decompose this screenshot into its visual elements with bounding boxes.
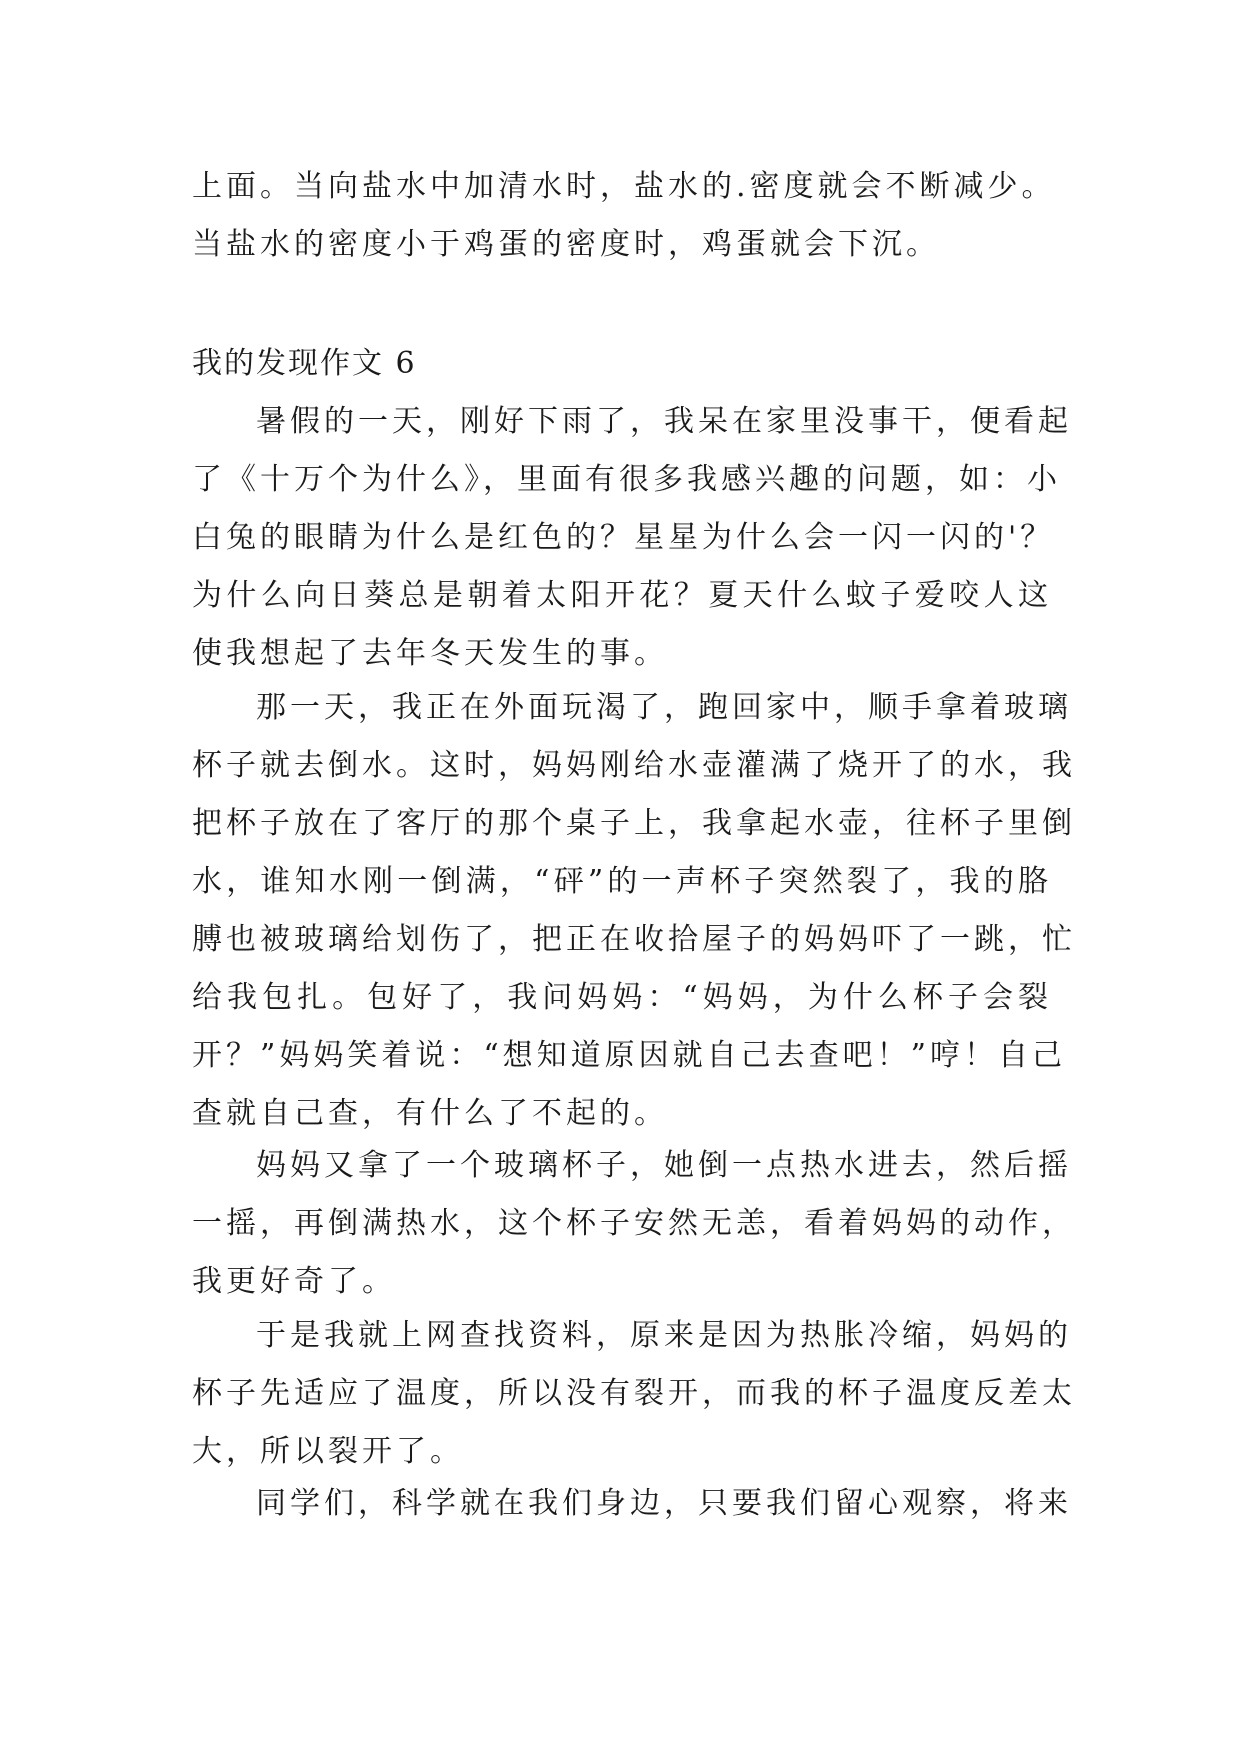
text-line: 那一天，我正在外面玩渴了，跑回家中，顺手拿着玻璃 [256, 690, 1072, 725]
text-line: 杯子就去倒水。这时，妈妈刚给水壶灌满了烧开了的水，我 [192, 748, 1076, 783]
text-line: 同学们，科学就在我们身边，只要我们留心观察，将来 [256, 1486, 1072, 1521]
text-line: 杯子先适应了温度，所以没有裂开，而我的杯子温度反差太 [192, 1376, 1076, 1411]
text-line: 水，谁知水刚一倒满，“砰”的一声杯子突然裂了，我的胳 [192, 864, 1052, 899]
text-line: 妈妈又拿了一个玻璃杯子，她倒一点热水进去，然后摇 [256, 1148, 1072, 1183]
paragraph-5 [192, 1475, 1072, 1533]
text-line: 大，所以裂开了。 [192, 1434, 464, 1469]
text-line: 给我包扎。包好了，我问妈妈：“妈妈，为什么杯子会裂 [192, 980, 1052, 1015]
text-line: 暑假的一天，刚好下雨了，我呆在家里没事干，便看起 [256, 404, 1072, 439]
text-line: 膊也被玻璃给划伤了，把正在收拾屋子的妈妈吓了一跳，忙 [192, 922, 1076, 957]
text-line: 了《十万个为什么》，里面有很多我感兴趣的问题，如：小 [192, 462, 1061, 497]
paragraph-4 [192, 1307, 1076, 1481]
section-heading: 我的发现作文 6 [192, 346, 417, 381]
text-line: 我更好奇了。 [192, 1264, 396, 1299]
paragraph-2 [192, 679, 1076, 1143]
paragraph-1 [192, 393, 1072, 683]
text-line: 查就自己查，有什么了不起的。 [192, 1096, 668, 1131]
text-line: 为什么向日葵总是朝着太阳开花？夏天什么蚊子爱咬人这 [192, 578, 1052, 613]
intro-paragraph [192, 158, 1056, 274]
text-line: 于是我就上网查找资料，原来是因为热胀冷缩，妈妈的 [256, 1318, 1072, 1353]
text-line: 上面。当向盐水中加清水时，盐水的.密度就会不断减少。 [192, 169, 1056, 204]
text-line: 当盐水的密度小于鸡蛋的密度时，鸡蛋就会下沉。 [192, 227, 940, 262]
text-line: 开？”妈妈笑着说：“想知道原因就自己去查吧！”哼！自己 [192, 1038, 1067, 1073]
text-line: 使我想起了去年冬天发生的事。 [192, 636, 668, 671]
text-line: 白兔的眼睛为什么是红色的？星星为什么会一闪一闪的'？ [192, 520, 1055, 555]
text-line: 一摇，再倒满热水，这个杯子安然无恙，看着妈妈的动作， [192, 1206, 1076, 1241]
text-line: 把杯子放在了客厅的那个桌子上，我拿起水壶，往杯子里倒 [192, 806, 1076, 841]
paragraph-3 [192, 1137, 1076, 1311]
